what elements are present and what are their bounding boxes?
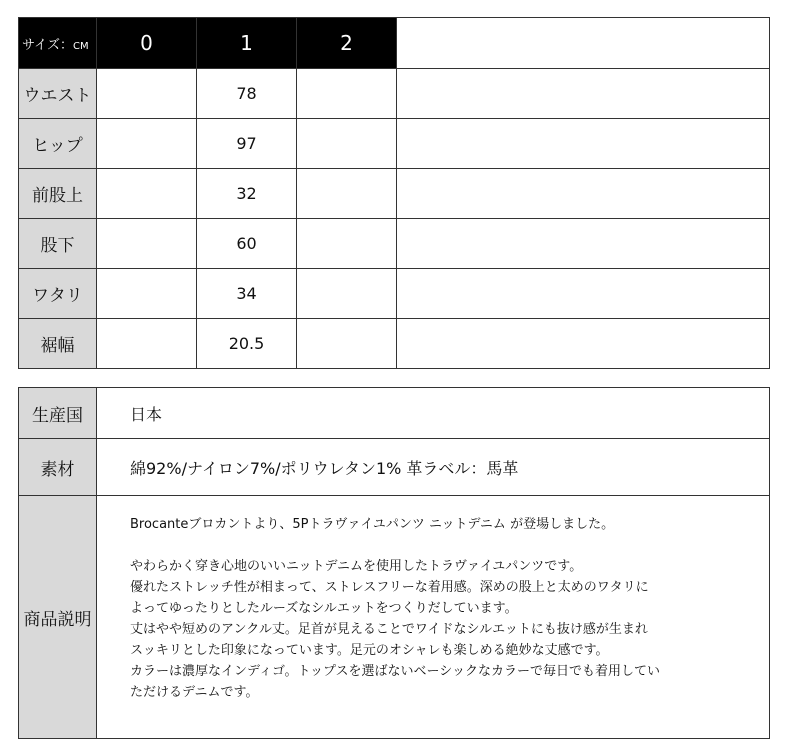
empty-cell [397, 319, 770, 369]
description-intro: Brocanteブロカントより、5Pトラヴァイユパンツ ニットデニム が登場しました。 [130, 517, 615, 532]
size-cell: 78 [197, 69, 297, 119]
origin-value: 日本 [97, 388, 770, 439]
row-label: 生産国 [19, 388, 97, 439]
size-cell [297, 169, 397, 219]
empty-cell [397, 69, 770, 119]
size-header-2: 2 [297, 18, 397, 69]
size-row-thigh [19, 269, 770, 319]
material-value: 綿92%/ナイロン7%/ポリウレタン1% 革ラベル：馬革 [97, 439, 770, 496]
row-label: ヒップ [19, 119, 97, 169]
size-cell [297, 119, 397, 169]
description-cell [97, 496, 770, 739]
size-cell [97, 269, 197, 319]
size-row-inseam [19, 219, 770, 269]
row-label: ウエスト [19, 69, 97, 119]
size-header-row [19, 18, 770, 69]
size-row-hip [19, 119, 770, 169]
size-cell [97, 119, 197, 169]
size-row-hem [19, 319, 770, 369]
size-cell [97, 169, 197, 219]
size-cell [97, 69, 197, 119]
size-header-1: 1 [197, 18, 297, 69]
empty-cell [397, 119, 770, 169]
size-cell: 97 [197, 119, 297, 169]
size-unit: CM [72, 40, 89, 52]
size-cell [97, 219, 197, 269]
size-cell [297, 219, 397, 269]
size-header-0: 0 [97, 18, 197, 69]
info-row-origin [19, 388, 770, 439]
size-cell: 60 [197, 219, 297, 269]
size-cell [297, 69, 397, 119]
size-cell [97, 319, 197, 369]
row-label: ワタリ [19, 269, 97, 319]
size-table [18, 17, 770, 369]
info-row-description [19, 496, 770, 739]
product-info-table [18, 387, 770, 739]
row-label: 商品説明 [19, 496, 97, 739]
row-label: 股下 [19, 219, 97, 269]
size-row-front-rise [19, 169, 770, 219]
size-cell: 34 [197, 269, 297, 319]
size-cell [297, 269, 397, 319]
size-cell [297, 319, 397, 369]
info-row-material [19, 439, 770, 496]
size-header-label: サイズ：CM [19, 18, 97, 69]
row-label: 前股上 [19, 169, 97, 219]
size-header-blank [397, 18, 770, 69]
row-label: 裾幅 [19, 319, 97, 369]
empty-cell [397, 269, 770, 319]
empty-cell [397, 169, 770, 219]
row-label: 素材 [19, 439, 97, 496]
size-cell: 20.5 [197, 319, 297, 369]
empty-cell [397, 219, 770, 269]
size-cell: 32 [197, 169, 297, 219]
size-row-waist [19, 69, 770, 119]
description-body: やわらかく穿き心地のいいニットデニムを使用したトラヴァイユパンツです。 優れたストレッチ性が相まって、ストレスフリーな着用感。深めの股上と太めのワタリに よってゆったりとしたルーズなシルエットをつくりだしています。 丈はやや短めのアンクル丈。足首が見えることでワイドなシルエットにも抜け感が生まれ スッキリとした印象になっています。足元のオシャレも楽しめる絶妙な丈感です。 カラーは濃厚なインディゴ。トップスを選ばないベーシックなカラーで毎日でも着用してい ただけるデニムです。 [130, 559, 661, 700]
